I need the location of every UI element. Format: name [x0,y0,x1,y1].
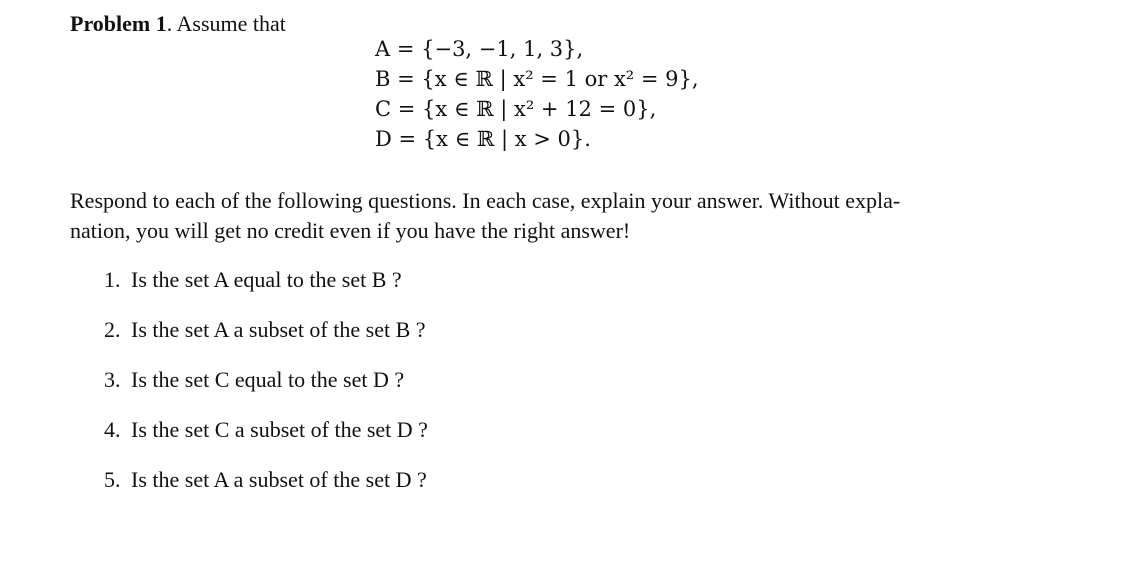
question-item [104,266,428,316]
set-definitions [375,34,699,154]
instructions-line-2: nation, you will get no credit even if you have the right answer! [70,218,631,243]
set-c-definition: C = {x ∈ ℝ | x² + 12 = 0}, [375,97,657,121]
question-text: Is the set C equal to the set D ? [131,367,405,392]
question-item [104,366,428,416]
question-number: 5. [104,467,121,492]
question-number: 2. [104,317,121,342]
question-item [104,316,428,366]
problem-label: Problem 1 [70,11,167,36]
question-text: Is the set A a subset of the set D ? [131,467,427,492]
instructions-line-1: Respond to each of the following questions. In each case, explain your answer. Without expla- [70,188,901,213]
question-number: 3. [104,367,121,392]
question-text: Is the set A equal to the set B ? [131,267,402,292]
question-number: 4. [104,417,121,442]
question-text: Is the set A a subset of the set B ? [131,317,426,342]
problem-heading [70,10,286,38]
instructions-paragraph [70,186,1055,246]
question-item [104,416,428,466]
problem-intro: . Assume that [166,11,286,36]
question-item [104,466,428,516]
question-list [104,266,428,516]
question-text: Is the set C a subset of the set D ? [131,417,428,442]
set-d-definition: D = {x ∈ ℝ | x > 0}. [375,127,591,151]
set-b-definition: B = {x ∈ ℝ | x² = 1 or x² = 9}, [375,67,699,91]
question-number: 1. [104,267,121,292]
set-a-definition: A = {−3, −1, 1, 3}, [375,37,584,61]
